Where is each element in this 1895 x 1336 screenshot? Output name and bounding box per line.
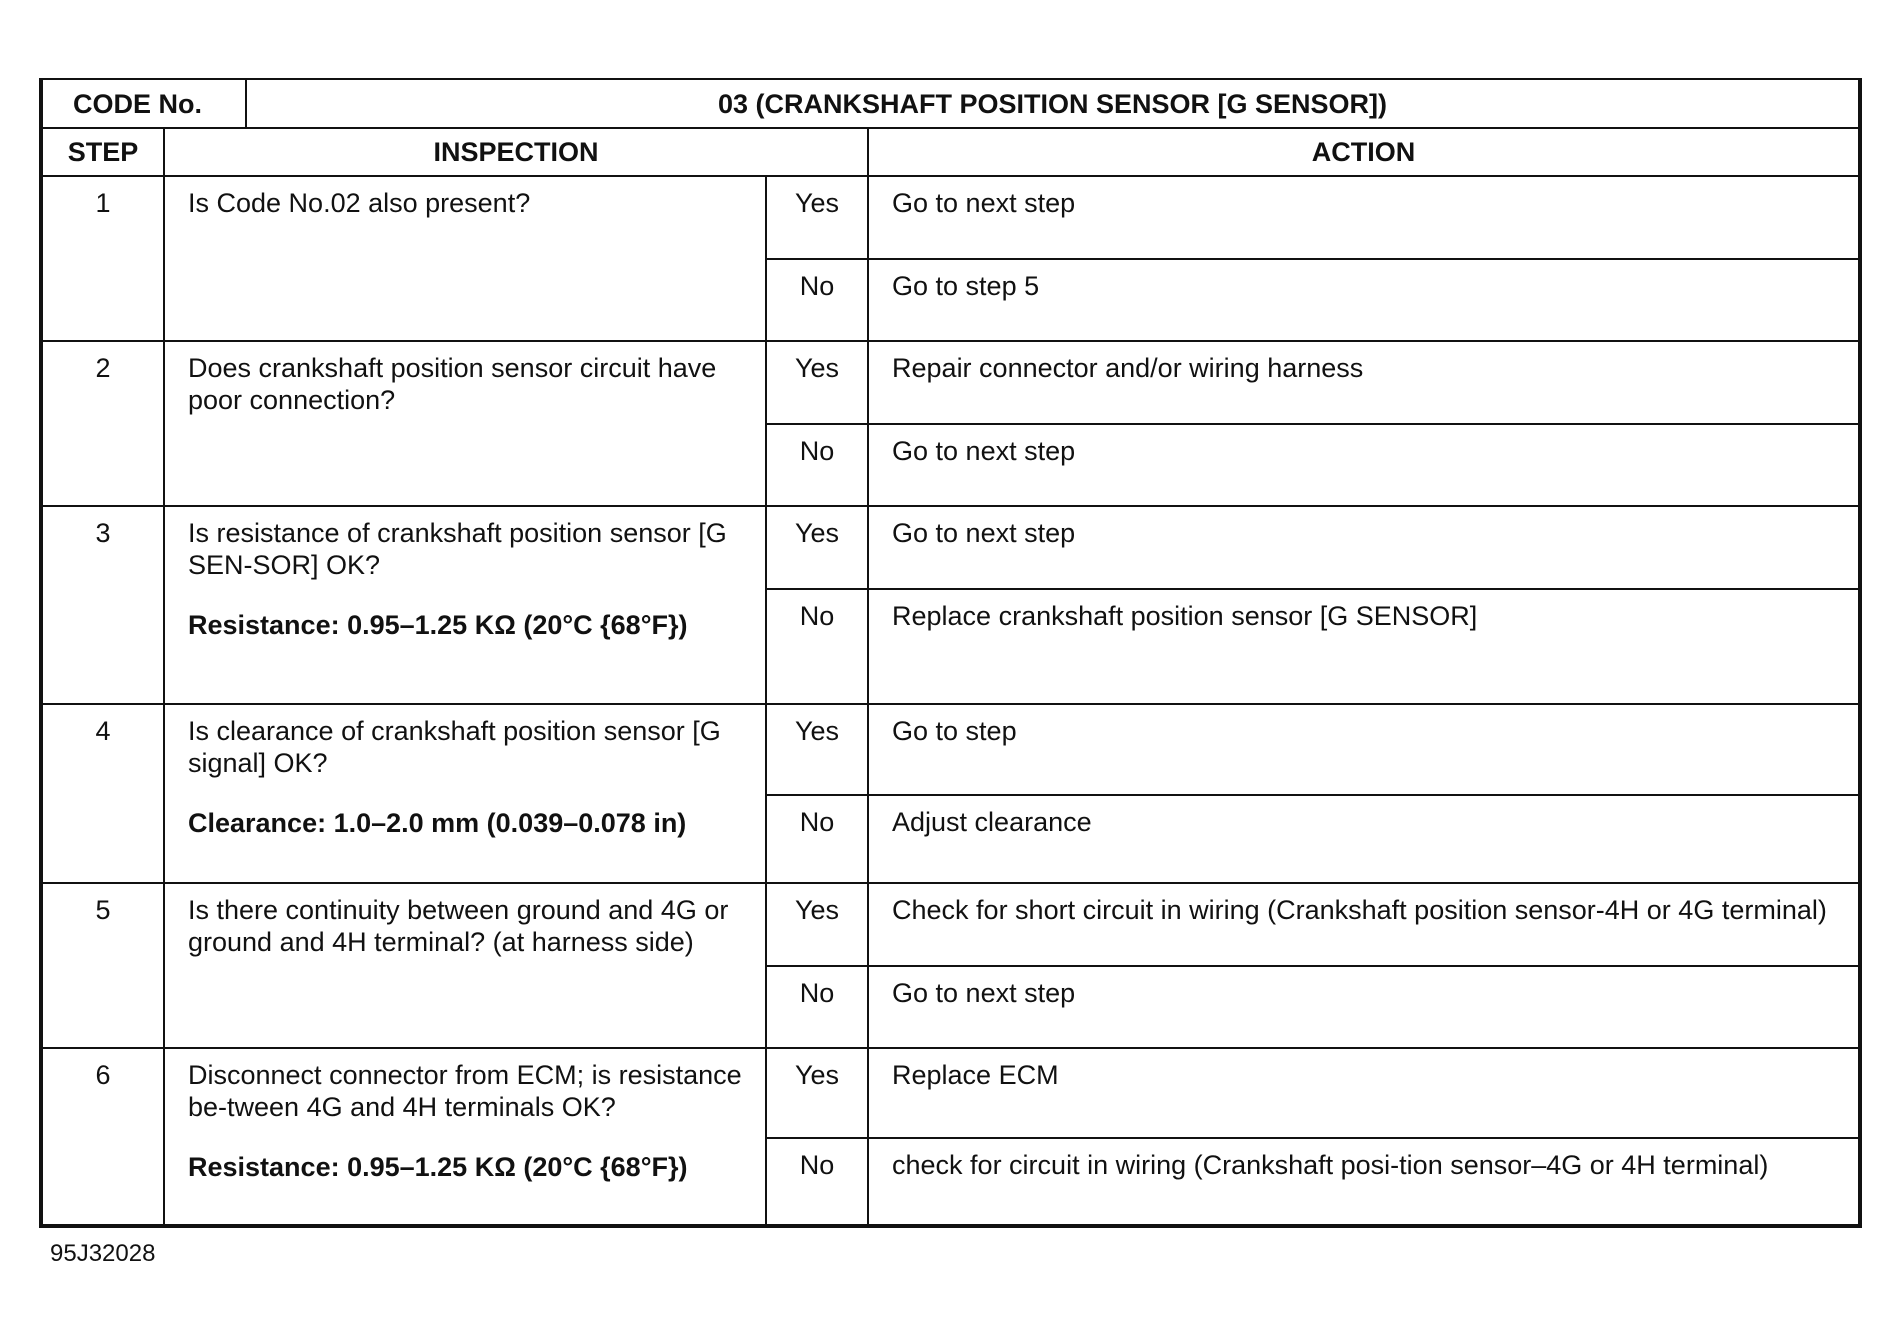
- inspection-header: INSPECTION: [164, 128, 868, 176]
- no-label: No: [766, 1138, 868, 1226]
- action-header: ACTION: [868, 128, 1860, 176]
- code-title: 03 (CRANKSHAFT POSITION SENSOR [G SENSOR]): [246, 79, 1860, 128]
- yes-action: Go to step: [868, 704, 1860, 795]
- step-number: 4: [41, 704, 164, 883]
- yes-label: Yes: [766, 176, 868, 259]
- yes-label: Yes: [766, 341, 868, 424]
- code-row: [41, 79, 1860, 128]
- figure-id: 95J32028: [50, 1240, 156, 1267]
- inspection-spec: Resistance: 0.95–1.25 KΩ (20°C {68°F}): [188, 1152, 688, 1182]
- inspection-question: Is clearance of crankshaft position sensor [G signal] OK?: [188, 716, 721, 778]
- step-header: STEP: [41, 128, 164, 176]
- step-number: 1: [41, 176, 164, 341]
- inspection-question: Is Code No.02 also present?: [188, 188, 531, 218]
- inspection-question: Is resistance of crankshaft position sensor [G SEN-SOR] OK?: [188, 518, 727, 580]
- step-number: 2: [41, 341, 164, 506]
- code-label: CODE No.: [41, 79, 246, 128]
- yes-label: Yes: [766, 1048, 868, 1138]
- yes-action: Check for short circuit in wiring (Crankshaft position sensor-4H or 4G terminal): [868, 883, 1860, 966]
- step-row: [41, 704, 1860, 795]
- inspection-cell: [164, 1048, 766, 1226]
- step-row: [41, 506, 1860, 589]
- diagnostic-table: [39, 78, 1862, 1228]
- no-action: Go to next step: [868, 424, 1860, 506]
- step-number: 6: [41, 1048, 164, 1226]
- inspection-spec: Clearance: 1.0–2.0 mm (0.039–0.078 in): [188, 808, 687, 838]
- no-action: Go to next step: [868, 966, 1860, 1048]
- step-row: [41, 341, 1860, 424]
- no-action: Replace crankshaft position sensor [G SENSOR]: [868, 589, 1860, 704]
- yes-action: Replace ECM: [868, 1048, 1860, 1138]
- yes-label: Yes: [766, 883, 868, 966]
- inspection-question: Does crankshaft position sensor circuit have poor connection?: [188, 353, 717, 415]
- inspection-question: Disconnect connector from ECM; is resistance be-tween 4G and 4H terminals OK?: [188, 1060, 742, 1122]
- no-label: No: [766, 424, 868, 506]
- step-row: [41, 1048, 1860, 1138]
- yes-label: Yes: [766, 704, 868, 795]
- no-label: No: [766, 589, 868, 704]
- no-action: Adjust clearance: [868, 795, 1860, 883]
- no-label: No: [766, 966, 868, 1048]
- steps-body: [41, 176, 1860, 1226]
- inspection-cell: [164, 176, 766, 341]
- yes-action: Go to next step: [868, 506, 1860, 589]
- yes-action: Go to next step: [868, 176, 1860, 259]
- inspection-cell: [164, 704, 766, 883]
- yes-label: Yes: [766, 506, 868, 589]
- column-header-row: [41, 128, 1860, 176]
- step-row: [41, 883, 1860, 966]
- inspection-spec: Resistance: 0.95–1.25 KΩ (20°C {68°F}): [188, 610, 688, 640]
- inspection-cell: [164, 506, 766, 704]
- no-label: No: [766, 259, 868, 341]
- no-label: No: [766, 795, 868, 883]
- inspection-cell: [164, 883, 766, 1048]
- step-number: 3: [41, 506, 164, 704]
- no-action: Go to step 5: [868, 259, 1860, 341]
- step-number: 5: [41, 883, 164, 1048]
- inspection-question: Is there continuity between ground and 4G or ground and 4H terminal? (at harness side): [188, 895, 729, 957]
- step-row: [41, 176, 1860, 259]
- no-action: check for circuit in wiring (Crankshaft posi-tion sensor–4G or 4H terminal): [868, 1138, 1860, 1226]
- inspection-cell: [164, 341, 766, 506]
- yes-action: Repair connector and/or wiring harness: [868, 341, 1860, 424]
